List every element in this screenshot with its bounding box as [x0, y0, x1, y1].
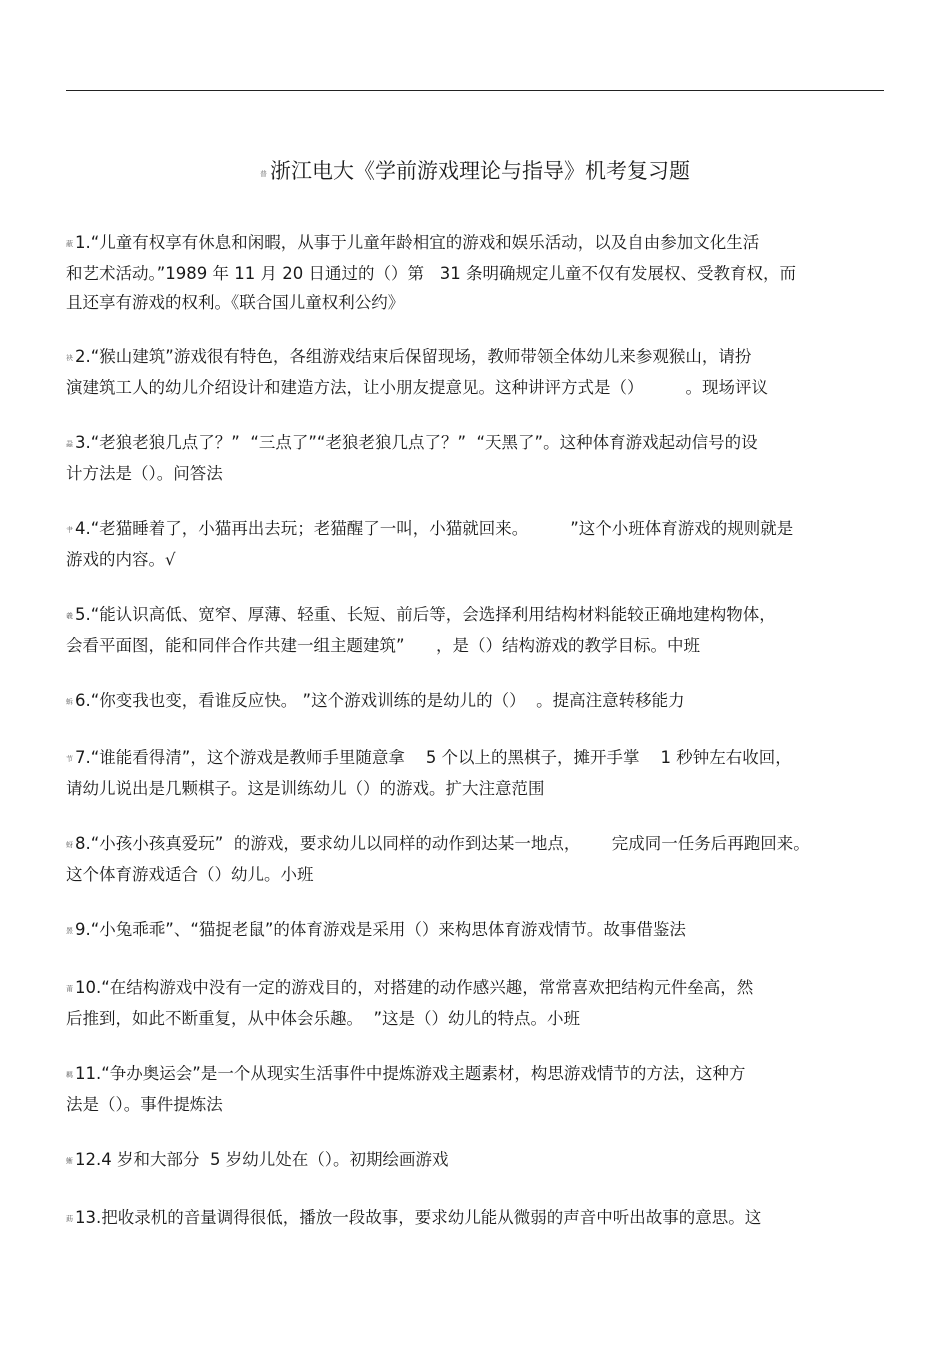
margin-marker: 羲: [66, 612, 73, 620]
question-line: 13.把收录机的音量调得很低，播放一段故事，要求幼儿能从微弱的声音中听出故事的意思。这: [75, 1208, 762, 1227]
question-line: 12.4 岁和大部分 5 岁幼儿处在（）。初期绘画游戏: [75, 1150, 449, 1169]
question-line: 这个体育游戏适合（）幼儿。小班: [66, 865, 314, 884]
question-4: [66, 514, 884, 574]
question-line: 且还享有游戏的权利。《联合国儿童权利公约》: [66, 293, 405, 312]
question-line: 请幼儿说出是几颗棋子。这是训练幼儿（）的游戏。扩大注意范围: [66, 779, 545, 798]
question-1: [66, 228, 884, 317]
question-line: 会看平面图，能和同伴合作共建一组主题建筑” ，是（）结构游戏的教学目标。中班: [66, 636, 701, 655]
question-line: 计方法是（）。问答法: [66, 464, 223, 483]
question-line: 6.“你变我也变，看谁反应快。 ”这个游戏训练的是幼儿的（） 。提高注意转移能力: [75, 691, 685, 710]
question-13: [66, 1203, 884, 1234]
question-7: [66, 743, 884, 803]
question-line: 法是（）。事件提炼法: [66, 1095, 223, 1114]
margin-marker: 莆: [66, 985, 73, 993]
page-title: [0, 156, 950, 189]
margin-marker: 罴: [66, 927, 73, 935]
margin-marker: 莇: [66, 1215, 73, 1223]
header-rule: [66, 90, 884, 91]
question-line: 1.“儿童有权享有休息和闲暇，从事于儿童年龄相宜的游戏和娱乐活动，以及自由参加文化生活: [75, 233, 760, 252]
question-line: 3.“老狼老狼几点了？” “三点了”“老狼老狼几点了？” “天黑了”。这种体育游戏起动信号的设: [75, 433, 758, 452]
question-line: 后推到，如此不断重复，从中体会乐趣。 ”这是（）幼儿的特点。小班: [66, 1009, 581, 1028]
question-5: [66, 600, 884, 660]
margin-marker: 蚜: [66, 841, 73, 849]
question-line: 9.“小兔乖乖”、“猫捉老鼠”的体育游戏是采用（）来构思体育游戏情节。故事借鉴法: [75, 920, 686, 939]
question-2: [66, 342, 884, 402]
title-marker: 普: [260, 170, 267, 178]
question-9: [66, 915, 884, 946]
question-line: 2.“猴山建筑”游戏很有特色，各组游戏结束后保留现场，教师带领全体幼儿来参观猴山，请扮: [75, 347, 752, 366]
margin-marker: 蔽: [66, 240, 73, 248]
question-6: [66, 686, 884, 717]
question-line: 游戏的内容。√: [66, 550, 176, 569]
question-10: [66, 973, 884, 1033]
question-line: 10.“在结构游戏中没有一定的游戏目的，对搭建的动作感兴趣，常常喜欢把结构元件垒高，然: [75, 978, 754, 997]
question-12: [66, 1145, 884, 1176]
margin-marker: 肀: [66, 526, 73, 534]
question-line: 11.“争办奥运会”是一个从现实生活事件中提炼游戏主题素材，构思游戏情节的方法，这种方: [75, 1064, 746, 1083]
margin-marker: 蜥: [66, 1157, 73, 1165]
question-line: 5.“能认识高低、宽窄、厚薄、轻重、长短、前后等，会选择利用结构材料能较正确地建构物体，: [75, 605, 776, 624]
margin-marker: 袂: [66, 354, 73, 362]
margin-marker: 羁: [66, 1071, 73, 1079]
question-line: 演建筑工人的幼儿介绍设计和建造方法，让小朋友提意见。这种讲评方式是（） 。现场评议: [66, 378, 768, 397]
question-line: 4.“老猫睡着了，小猫再出去玩；老猫醒了一叫，小猫就回来。 ”这个小班体育游戏的规则就是: [75, 519, 794, 538]
margin-marker: 蝨: [66, 440, 73, 448]
question-8: [66, 829, 884, 889]
question-line: 和艺术活动。”1989 年 11 月 20 日通过的（）第 31 条明确规定儿童不仅有发展权、受教育权，而: [66, 264, 796, 283]
margin-marker: 节: [66, 755, 73, 763]
title-text: 浙江电大《学前游戏理论与指导》机考复习题: [270, 159, 690, 183]
question-line: 7.“谁能看得清”，这个游戏是教师手里随意拿 5 个以上的黑棋子，摊开手掌 1 秒钟左右收回，: [75, 748, 792, 767]
question-line: 8.“小孩小孩真爱玩” 的游戏，要求幼儿以同样的动作到达某一地点， 完成同一任务后再跑回来。: [75, 834, 810, 853]
question-11: [66, 1059, 884, 1119]
question-3: [66, 428, 884, 488]
margin-marker: 蚸: [66, 698, 73, 706]
